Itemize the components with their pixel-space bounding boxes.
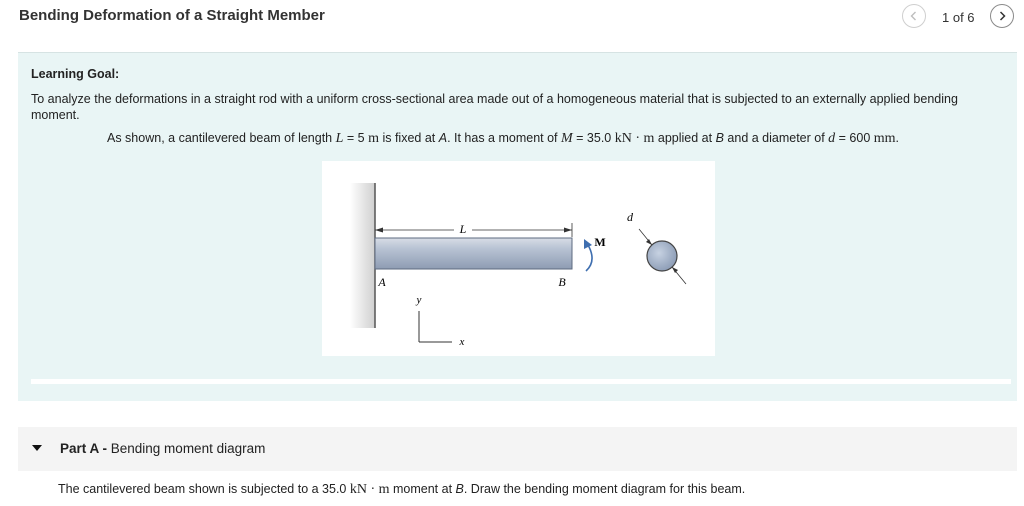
desc-text: As shown, a cantilevered beam of length bbox=[107, 131, 336, 145]
label-y-axis: y bbox=[416, 294, 422, 306]
chevron-left-icon bbox=[908, 10, 920, 22]
body-text: The cantilevered beam shown is subjected to a 35.0 bbox=[58, 482, 350, 496]
desc-text: is fixed at bbox=[378, 131, 439, 145]
diameter-arrowhead-top bbox=[646, 239, 652, 245]
point-b-ref: B bbox=[715, 131, 724, 145]
page-counter: 1 of 6 bbox=[942, 10, 975, 25]
moment-arrowhead bbox=[584, 239, 592, 249]
beam bbox=[375, 238, 572, 269]
part-a-label bbox=[60, 441, 265, 456]
dimension-arrow-right bbox=[564, 228, 572, 233]
desc-text: = 35.0 bbox=[572, 131, 615, 145]
part-a-description bbox=[58, 482, 745, 498]
label-point-b: B bbox=[558, 275, 566, 289]
desc-text: = 600 bbox=[835, 131, 874, 145]
learning-goal-text: To analyze the deformations in a straight rod with a uniform cross-sectional area made out of a homogeneous material that is subjected to an externally applied bending moment. bbox=[31, 92, 958, 122]
learning-goal-panel bbox=[18, 52, 1017, 401]
moment-unit: kN · m bbox=[614, 131, 655, 146]
label-x-axis: x bbox=[459, 336, 465, 348]
moment-unit: kN · m bbox=[349, 482, 390, 497]
moment-arrow bbox=[586, 245, 592, 271]
page-title: Bending Deformation of a Straight Member bbox=[19, 7, 325, 24]
desc-text: . bbox=[895, 131, 900, 145]
desc-text: and a diameter of bbox=[723, 131, 829, 145]
beam-figure bbox=[322, 161, 715, 356]
dimension-arrow-left bbox=[375, 228, 383, 233]
diameter-unit: mm bbox=[873, 131, 896, 146]
desc-text: applied at bbox=[654, 131, 716, 145]
desc-text: . It has a moment of bbox=[447, 131, 562, 145]
diameter-symbol: d bbox=[828, 131, 836, 146]
panel-divider bbox=[31, 379, 1011, 384]
chevron-right-icon bbox=[996, 10, 1008, 22]
header-bar bbox=[0, 0, 1024, 34]
point-b-ref: B bbox=[455, 482, 464, 496]
part-a-header[interactable] bbox=[18, 427, 1017, 471]
point-a-ref: A bbox=[438, 131, 448, 145]
fixed-wall bbox=[350, 183, 375, 328]
label-diameter: d bbox=[627, 210, 633, 224]
moment-symbol: M bbox=[561, 131, 573, 146]
label-point-a: A bbox=[378, 275, 386, 289]
length-symbol: L bbox=[335, 131, 344, 146]
label-length: L bbox=[459, 222, 467, 236]
label-moment: M bbox=[594, 235, 606, 249]
part-a-title: Bending moment diagram bbox=[110, 441, 266, 456]
part-a-prefix: Part A - bbox=[60, 441, 111, 456]
collapse-caret-icon[interactable] bbox=[32, 445, 42, 451]
next-button[interactable] bbox=[990, 4, 1014, 28]
length-unit: m bbox=[368, 131, 379, 146]
body-text: moment at bbox=[389, 482, 456, 496]
problem-description bbox=[107, 131, 1007, 147]
cantilever-beam-diagram bbox=[322, 161, 715, 356]
learning-goal-heading: Learning Goal: bbox=[31, 67, 120, 81]
body-text: . Draw the bending moment diagram for this beam. bbox=[463, 482, 746, 496]
cross-section bbox=[647, 241, 677, 271]
desc-text: = 5 bbox=[343, 131, 369, 145]
diameter-arrowhead-bottom bbox=[672, 267, 678, 273]
previous-button[interactable] bbox=[902, 4, 926, 28]
